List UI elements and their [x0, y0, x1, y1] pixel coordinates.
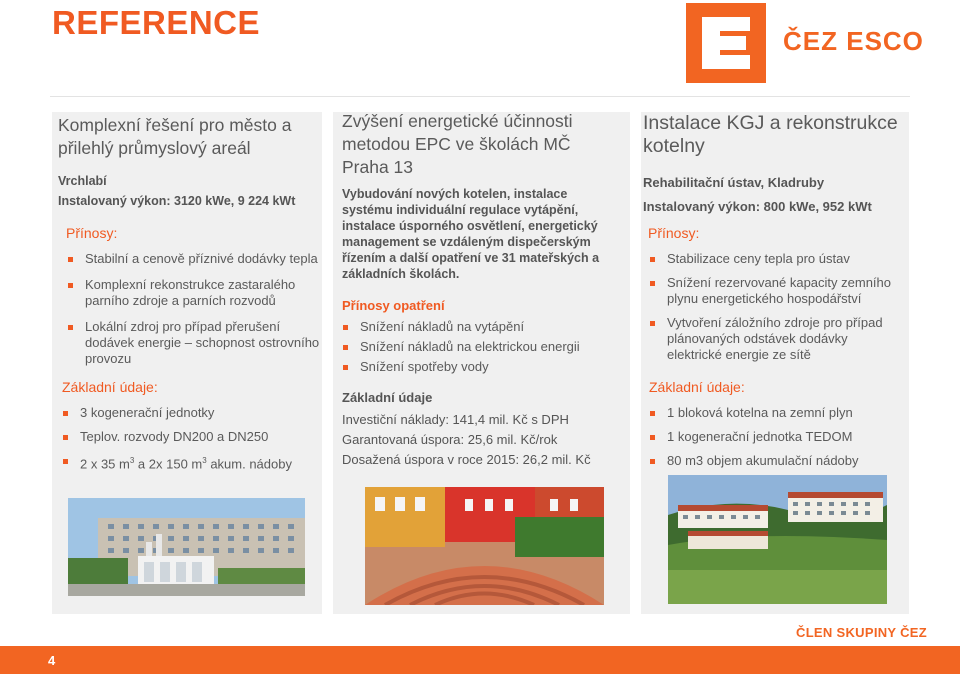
reference-card-kladruby — [641, 112, 909, 614]
basic-data-heading — [649, 379, 745, 395]
basic-label: Základní údaje: — [649, 379, 745, 395]
footer-bar — [0, 646, 960, 674]
divider — [50, 96, 910, 97]
list-item: 80 m3 objem akumulační nádoby — [649, 453, 904, 469]
basic-data-list — [62, 405, 324, 472]
heating-plant-photo — [68, 498, 305, 596]
benefits-label: Přínosy: — [648, 225, 700, 241]
card-location: Rehabilitační ústav, Kladruby — [643, 175, 825, 190]
list-item: Snížení nákladů na vytápění — [342, 319, 627, 335]
card-title-line: přilehlý průmyslový areál — [58, 138, 251, 158]
basic-data-heading: Základní údaje — [342, 390, 433, 405]
list-item: Stabilizace ceny tepla pro ústav — [649, 251, 904, 267]
page-title: REFERENCE — [52, 4, 261, 41]
reference-card-vrchlabi — [52, 112, 322, 614]
card-title-line: Instalace KGJ a rekonstrukce — [643, 112, 898, 134]
list-item: Garantovaná úspora: 25,6 mil. Kč/rok — [342, 432, 558, 447]
list-item: Vytvoření záložního zdroje pro případ plánovaných odstávek dodávky elektrické energie ze sítě — [649, 315, 904, 363]
benefits-heading — [648, 225, 699, 241]
text: 2 x 35 m — [80, 456, 130, 472]
list-item: 1 bloková kotelna na zemní plyn — [649, 405, 904, 421]
card-title-line: Komplexní řešení pro město a — [58, 115, 292, 135]
page-number: 4 — [48, 653, 56, 668]
list-item: Teplov. rozvody DN200 a DN250 — [62, 429, 324, 445]
list-item: Investiční náklady: 141,4 mil. Kč s DPH — [342, 412, 569, 427]
list-item: Lokální zdroj pro případ přerušení dodávek energie – schopnost ostrovního provozu — [67, 319, 329, 367]
text-line: Vybudování nových kotelen, instalace — [342, 187, 568, 201]
basic-data-heading — [62, 379, 158, 395]
benefits-label: Přínosy: — [66, 225, 118, 241]
card-title-line: Praha 13 — [342, 157, 414, 177]
text: a 2x 150 m — [134, 456, 203, 472]
list-item: 3 kogenerační jednotky — [62, 405, 324, 421]
list-item: Snížení spotřeby vody — [342, 359, 627, 375]
benefits-list — [67, 251, 329, 367]
card-title-line: Zvýšení energetické účinnosti — [342, 111, 573, 131]
text-line: instalace úsporného osvětlení, energetický — [342, 219, 598, 233]
card-title-line: kotelny — [643, 135, 705, 157]
basic-data-list — [342, 410, 591, 470]
text-line: systému individuální regulace vytápění, — [342, 203, 579, 217]
footer-logo-text: ČLEN SKUPINY ČEZ — [796, 625, 927, 640]
text-line: základních školách. — [342, 267, 460, 281]
benefits-list — [342, 319, 627, 375]
basic-label: Základní údaje: — [62, 379, 158, 395]
text-line: management se vzdáleným dispečerským — [342, 235, 591, 249]
list-item: Snížení rezervované kapacity zemního plynu energetického hospodářství — [649, 275, 904, 307]
card-title-line: metodou EPC ve školách MČ — [342, 134, 571, 154]
card-power: Instalovaný výkon: 3120 kWe, 9 224 kWt — [58, 194, 296, 208]
school-courtyard-photo — [365, 487, 604, 605]
card-title — [643, 112, 898, 158]
rehabilitation-institute-photo — [668, 475, 887, 604]
card-title — [342, 110, 573, 179]
list-item: Komplexní rekonstrukce zastaralého parního zdroje a parních rozvodů — [67, 277, 329, 309]
text: akum. nádoby — [206, 456, 292, 472]
list-item: 1 kogenerační jednotka TEDOM — [649, 429, 904, 445]
text-line: řízením a další opatření ve 31 mateřských a — [342, 251, 600, 265]
cez-logo-icon — [686, 3, 766, 83]
list-item — [62, 453, 324, 472]
list-item: Dosažená úspora v roce 2015: 26,2 mil. Kč — [342, 452, 591, 467]
benefits-list — [649, 251, 904, 363]
card-title — [58, 114, 291, 160]
list-item: Snížení nákladů na elektrickou energii — [342, 339, 627, 355]
logo-text: ČEZ ESCO — [783, 26, 924, 56]
superscript: 3 — [129, 456, 135, 465]
reference-card-praha13 — [333, 112, 630, 614]
benefits-heading — [66, 225, 117, 241]
superscript: 3 — [202, 456, 207, 465]
card-location: Vrchlabí — [58, 174, 107, 188]
basic-data-list — [649, 405, 904, 469]
card-description — [342, 186, 627, 282]
list-item: Stabilní a cenově příznivé dodávky tepla — [67, 251, 329, 267]
benefits-heading: Přínosy opatření — [342, 298, 445, 313]
card-power: Instalovaný výkon: 800 kWe, 952 kWt — [643, 199, 872, 214]
